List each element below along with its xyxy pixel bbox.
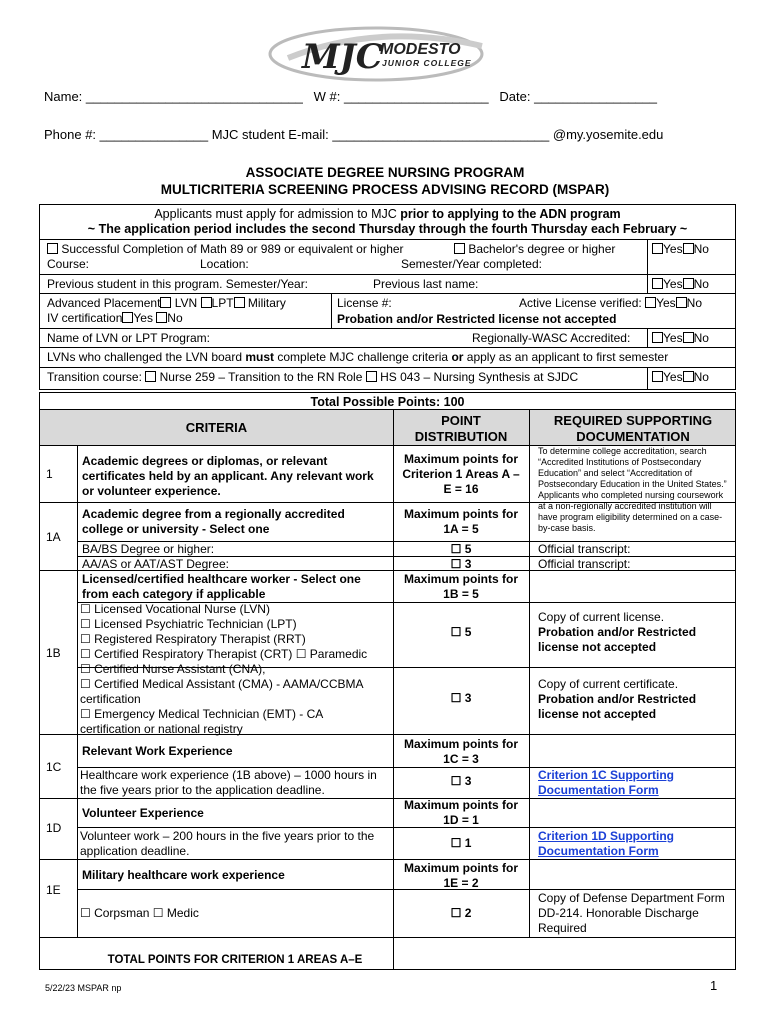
aa-as-points-checkbox[interactable]: ☐ 3 xyxy=(450,557,472,571)
yes-checkbox[interactable] xyxy=(652,243,663,254)
rrt-option[interactable]: ☐ Registered Respiratory Therapist (RRT) xyxy=(80,632,306,646)
logo-text-college: JUNIOR COLLEGE xyxy=(382,58,472,68)
program-title: ASSOCIATE DEGREE NURSING PROGRAM xyxy=(245,165,525,180)
transition-yes-no: Yes No xyxy=(652,370,709,385)
bachelor-option: Bachelor's degree or higher xyxy=(454,242,615,257)
math-checkbox[interactable] xyxy=(47,243,58,254)
license-probation-note: Probation and/or Restricted license not accepted xyxy=(538,625,697,654)
total-possible-points: Total Possible Points: 100 xyxy=(310,395,465,409)
hs043-checkbox[interactable] xyxy=(366,371,377,382)
apply-notice: Applicants must apply for admission to MJC prior to applying to the ADN program xyxy=(154,207,621,221)
ba-bs-points-checkbox[interactable]: ☐ 5 xyxy=(450,542,472,556)
no-checkbox[interactable] xyxy=(676,297,687,308)
math-yes-no: Yes No xyxy=(652,242,709,257)
criterion-1c-form-link[interactable]: Criterion 1C Supporting Documentation Form xyxy=(538,768,674,797)
criterion-1d-id: 1D xyxy=(46,821,62,835)
no-checkbox[interactable] xyxy=(683,371,694,382)
transition-course: Transition course: Nurse 259 – Transition to the RN Role HS 043 – Nursing Synthesis at SJDC xyxy=(47,370,579,384)
mjc-logo xyxy=(268,24,500,84)
bachelor-checkbox[interactable] xyxy=(454,243,465,254)
dd214-note: Copy of Defense Department Form DD-214. Honorable Discharge Required xyxy=(538,891,725,935)
emt-option[interactable]: ☐ Emergency Medical Technician (EMT) - CA certification or national registry xyxy=(80,707,323,736)
header-point-distribution: POINT DISTRIBUTION xyxy=(414,413,508,444)
ba-bs-documentation: Official transcript: xyxy=(538,542,631,556)
certificate-probation-note: Probation and/or Restricted license not accepted xyxy=(538,692,697,721)
phone-email-line[interactable]: Phone #: _______________ MJC student E-mail: ______________________________ @my.yosemite.edu xyxy=(44,127,664,142)
page-number: 1 xyxy=(710,978,718,993)
yes-checkbox[interactable] xyxy=(645,297,656,308)
ba-bs-degree: BA/BS Degree or higher: xyxy=(82,542,215,556)
form-title: MULTICRITERIA SCREENING PROCESS ADVISING RECORD (MSPAR) xyxy=(160,182,610,197)
criterion-1c-id: 1C xyxy=(46,760,62,774)
criterion-1b-points: Maximum points for 1B = 5 xyxy=(403,572,518,601)
criterion-1a-description: Academic degree from a regionally accredited college or university - Select one xyxy=(82,507,345,536)
no-checkbox[interactable] xyxy=(683,278,694,289)
lvn-checkbox[interactable] xyxy=(160,297,171,308)
name-w-date-line[interactable]: Name: ______________________________ W #: ____________________ Date: _________________ xyxy=(44,89,657,104)
no-checkbox[interactable] xyxy=(156,312,167,323)
accreditation-note: To determine college accreditation, search “Accredited Institutions of Postsecondary Education” and select “Accreditation of Postsecondary Education in the United States.” Applicants who completed nursing coursework at a non-regionally accredited institution will have program eligibility determined on a case-by-case basis. xyxy=(538,446,727,533)
course-label[interactable]: Course: xyxy=(47,257,90,271)
work-3-points-checkbox[interactable]: ☐ 3 xyxy=(450,774,472,788)
criterion-1d-description: Volunteer Experience xyxy=(82,806,204,820)
cma-option[interactable]: ☐ Certified Medical Assistant (CMA) - AAMA/CCBMA certification xyxy=(80,677,363,706)
iv-certification: IV certification Yes No xyxy=(47,311,183,325)
criterion-1c-points: Maximum points for 1C = 3 xyxy=(403,737,518,766)
crt-paramedic-option[interactable]: ☐ Certified Respiratory Therapist (CRT) ☐ Paramedic xyxy=(80,647,368,661)
footer-version: 5/22/23 MSPAR np xyxy=(45,983,122,993)
corpsman-medic-options[interactable]: ☐ Corpsman ☐ Medic xyxy=(80,906,199,920)
lvn-program-label[interactable]: Name of LVN or LPT Program: xyxy=(47,331,210,345)
active-license: Active License verified: Yes No xyxy=(519,296,702,310)
header-criteria: CRITERIA xyxy=(185,420,248,435)
criterion-1a-points: Maximum points for 1A = 5 xyxy=(403,507,518,536)
lvn-challenge-note: LVNs who challenged the LVN board must complete MJC challenge criteria or apply as an applicant to first semester xyxy=(47,350,669,364)
criterion-1e-points: Maximum points for 1E = 2 xyxy=(403,861,518,890)
criterion-1e-description: Military healthcare work experience xyxy=(82,868,285,882)
certificate-copy-note: Copy of current certificate. xyxy=(538,677,679,691)
cert-3-points-checkbox[interactable]: ☐ 3 xyxy=(450,691,472,705)
military-2-points-checkbox[interactable]: ☐ 2 xyxy=(450,906,472,920)
lpt-checkbox[interactable] xyxy=(201,297,212,308)
healthcare-work-experience: Healthcare work experience (1B above) – 1000 hours in the five years prior to the application deadline. xyxy=(80,768,377,797)
criterion-1d-form-link[interactable]: Criterion 1D Supporting Documentation Form xyxy=(538,829,674,858)
lpt-option[interactable]: ☐ Licensed Psychiatric Technician (LPT) xyxy=(80,617,297,631)
criterion-1b-id: 1B xyxy=(46,646,61,660)
no-checkbox[interactable] xyxy=(683,243,694,254)
logo-text-modesto: MODESTO xyxy=(380,41,461,58)
previous-yes-no: Yes No xyxy=(652,277,709,292)
criterion-1-id: 1 xyxy=(46,467,53,481)
location-label[interactable]: Location: xyxy=(200,257,249,271)
header-supporting-documentation: REQUIRED SUPPORTING DOCUMENTATION xyxy=(553,413,713,444)
criterion-1-points: Maximum points for Criterion 1 Areas A – E = 16 xyxy=(402,452,520,496)
criterion-1c-description: Relevant Work Experience xyxy=(82,744,233,758)
criterion-1e-id: 1E xyxy=(46,883,61,897)
wasc-label: Regionally-WASC Accredited: xyxy=(472,331,631,345)
no-checkbox[interactable] xyxy=(683,332,694,343)
application-period: ~ The application period includes the second Thursday through the fourth Thursday each February ~ xyxy=(87,222,688,236)
criterion-1b-description: Licensed/certified healthcare worker - Select one from each category if applicable xyxy=(82,572,361,601)
previous-student-label[interactable]: Previous student in this program. Semester/Year: xyxy=(47,277,309,291)
yes-checkbox[interactable] xyxy=(122,312,133,323)
criterion-1a-id: 1A xyxy=(46,530,61,544)
probation-notice: Probation and/or Restricted license not accepted xyxy=(337,312,617,326)
aa-as-documentation: Official transcript: xyxy=(538,557,631,571)
advanced-placement: Advanced Placement LVN LPT Military xyxy=(47,296,286,310)
volunteer-work: Volunteer work – 200 hours in the five years prior to the application deadline. xyxy=(80,829,375,858)
license-number-label[interactable]: License #: xyxy=(337,296,392,310)
aa-as-degree: AA/AS or AAT/AST Degree: xyxy=(82,557,229,571)
wasc-yes-no: Yes No xyxy=(652,331,709,346)
license-5-points-checkbox[interactable]: ☐ 5 xyxy=(450,625,472,639)
criterion-1d-points: Maximum points for 1D = 1 xyxy=(403,798,518,827)
previous-last-name-label[interactable]: Previous last name: xyxy=(373,277,479,291)
yes-checkbox[interactable] xyxy=(652,332,663,343)
cna-option[interactable]: ☐ Certified Nurse Assistant (CNA), xyxy=(80,662,266,676)
license-copy-note: Copy of current license. xyxy=(538,610,665,624)
yes-checkbox[interactable] xyxy=(652,371,663,382)
nurse259-checkbox[interactable] xyxy=(145,371,156,382)
criterion-1-description: Academic degrees or diplomas, or relevant certificates held by an applicant. Any relevant work or volunteer experience. xyxy=(82,454,374,498)
logo-mark: MJC xyxy=(302,37,383,77)
military-checkbox[interactable] xyxy=(234,297,245,308)
lvn-option[interactable]: ☐ Licensed Vocational Nurse (LVN) xyxy=(80,602,270,616)
yes-checkbox[interactable] xyxy=(652,278,663,289)
semester-year-label[interactable]: Semester/Year completed: xyxy=(401,257,542,271)
total-points-label: TOTAL POINTS FOR CRITERION 1 AREAS A–E xyxy=(107,954,363,966)
volunteer-1-point-checkbox[interactable]: ☐ 1 xyxy=(450,836,472,850)
math-completion: Successful Completion of Math 89 or 989 or equivalent or higher xyxy=(47,242,404,257)
